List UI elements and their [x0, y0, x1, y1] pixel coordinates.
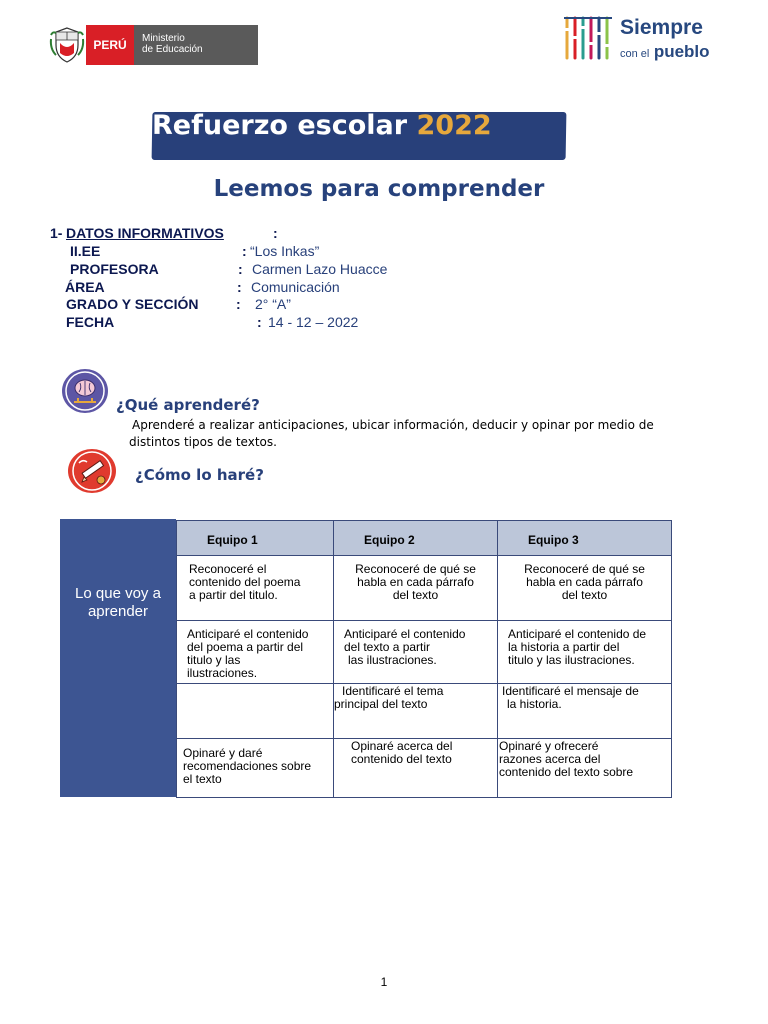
que-aprendere-line2: distintos tipos de textos.	[129, 435, 277, 449]
table-border-col1	[333, 520, 334, 798]
datos-value-profesora: Carmen Lazo Huacce	[252, 261, 388, 277]
table-border-col2	[497, 520, 498, 798]
table-side-label-line2: aprender	[87, 603, 149, 620]
page-subtitle: Leemos para comprender	[213, 176, 545, 202]
brain-icon	[62, 369, 108, 413]
bicentenario-stripes-icon	[562, 14, 614, 62]
table-cell: Anticiparé el contenido de la historia a partir del titulo y las ilustraciones.	[508, 627, 647, 667]
page-title	[152, 110, 492, 141]
datos-label-fecha: FECHA	[66, 314, 115, 330]
ministerio-label	[134, 25, 258, 65]
datos-label-area: ÁREA	[65, 279, 105, 295]
table-border-col3	[671, 520, 672, 798]
table-border-bottom	[176, 797, 672, 798]
datos-value-grado: 2° “A”	[255, 296, 291, 312]
ministerio-line1: Ministerio	[142, 33, 185, 44]
table-side-panel	[60, 519, 176, 797]
que-aprendere-line1: Aprenderé a realizar anticipaciones, ubicar información, deducir y opinar por medio de	[132, 418, 654, 432]
table-side-label-line1: Lo que voy a	[75, 585, 161, 602]
datos-heading-colon: :	[273, 225, 278, 241]
datos-value-area: Comunicación	[251, 279, 340, 295]
table-cell: Identificaré el tema principal del texto	[334, 684, 444, 711]
datos-heading-number: 1-	[50, 225, 63, 241]
datos-sep-profesora: :	[238, 261, 243, 277]
datos-value-fecha: 14 - 12 – 2022	[268, 314, 359, 330]
pueblo-label: pueblo	[653, 42, 710, 61]
table-header-equipo-1: Equipo 1	[207, 533, 258, 547]
table-side-label	[60, 585, 176, 621]
table-cell: Reconoceré de qué se habla en cada párrafo del texto	[355, 562, 476, 602]
table-cell: Reconoceré de qué se habla en cada párrafo del texto	[524, 562, 645, 602]
que-aprendere-heading: ¿Qué aprenderé?	[116, 396, 260, 414]
como-lo-hare-heading: ¿Cómo lo haré?	[135, 466, 264, 484]
table-border-header	[176, 555, 672, 556]
table-header-equipo-2: Equipo 2	[364, 533, 415, 547]
ministerio-line2: de Educación	[142, 44, 203, 55]
datos-sep-iiee: :	[242, 243, 247, 259]
datos-heading: DATOS INFORMATIVOS	[66, 225, 224, 241]
coat-of-arms-icon	[48, 25, 86, 65]
siempre-con-el-pueblo-logo	[562, 12, 722, 67]
con-el-label: con el	[620, 48, 650, 60]
con-el-pueblo-label	[620, 42, 710, 62]
datos-sep-area: :	[237, 279, 242, 295]
table-cell: Reconoceré el contenido del poema a partir del titulo.	[189, 562, 301, 602]
table-cell: Opinaré acerca del contenido del texto	[351, 739, 453, 766]
datos-value-iiee: “Los Inkas”	[250, 243, 320, 259]
datos-sep-fecha: :	[257, 314, 262, 330]
pencil-icon	[68, 449, 116, 493]
datos-sep-grado: :	[236, 296, 241, 312]
table-border-col0	[176, 520, 177, 798]
table-cell: Anticiparé el contenido del texto a partir las ilustraciones.	[344, 627, 466, 667]
title-year: 2022	[416, 110, 492, 141]
datos-label-profesora: PROFESORA	[70, 261, 159, 277]
peru-ministerio-logo	[48, 25, 258, 65]
table-cell: Opinaré y ofreceré razones acerca del contenido del texto sobre	[499, 739, 634, 779]
peru-label: PERÚ	[86, 25, 134, 65]
table-cell: Anticiparé el contenido del poema a partir del titulo y las ilustraciones.	[187, 627, 309, 680]
title-main: Refuerzo escolar	[152, 110, 408, 141]
table-header-equipo-3: Equipo 3	[528, 533, 579, 547]
table-border-top	[176, 520, 672, 521]
page-number: 1	[380, 975, 388, 989]
table-cell: Opinaré y daré recomendaciones sobre el texto	[183, 746, 312, 786]
table-cell: Identificaré el mensaje de la historia.	[502, 684, 639, 711]
datos-label-grado: GRADO Y SECCIÓN	[66, 296, 199, 312]
datos-label-iiee: II.EE	[70, 243, 101, 259]
siempre-label: Siempre	[620, 16, 703, 39]
table-border-row1	[176, 620, 672, 621]
